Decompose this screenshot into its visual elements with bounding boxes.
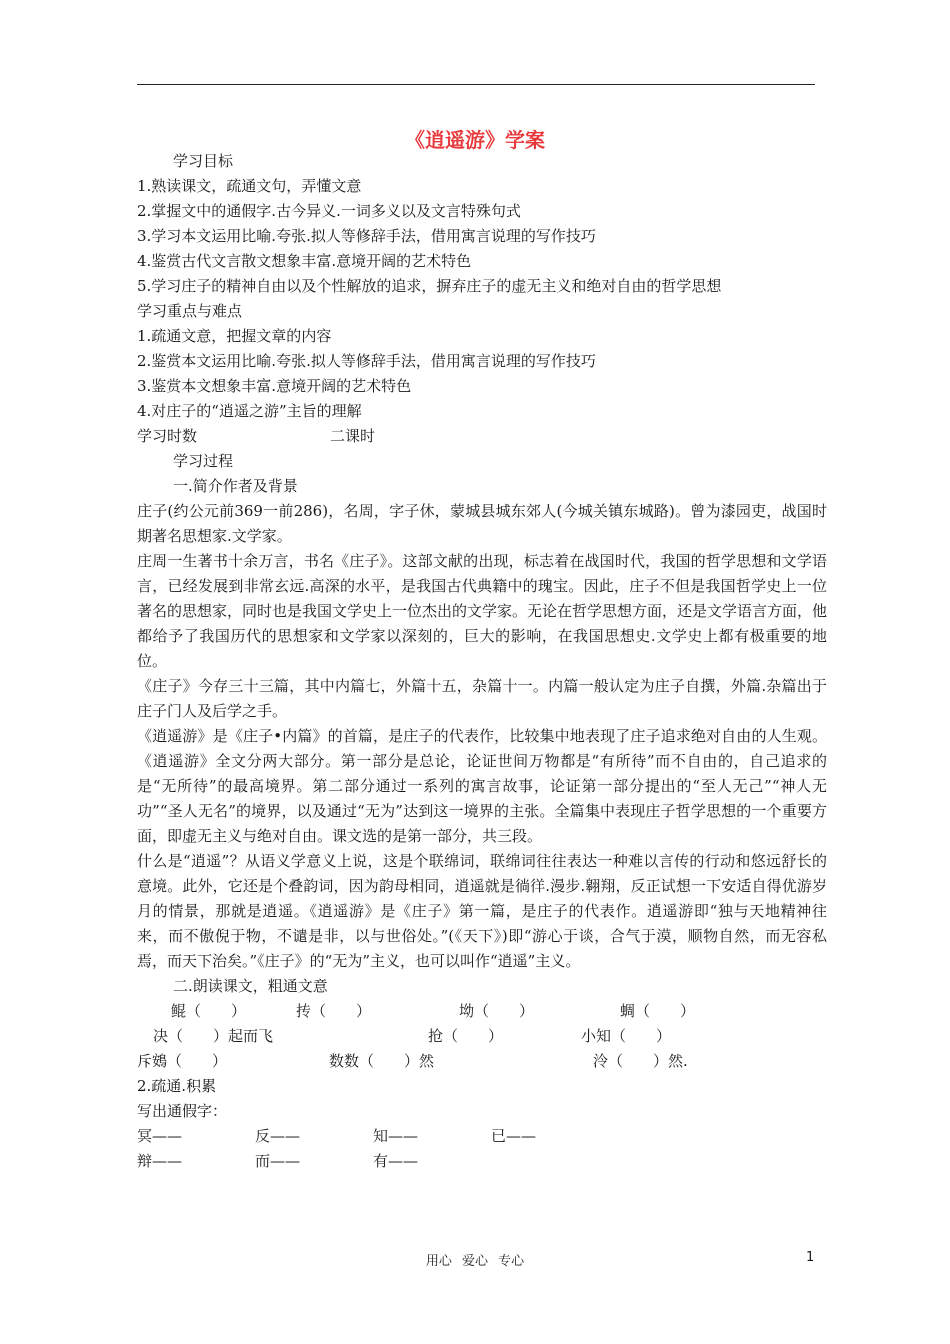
tongjia-row bbox=[137, 1124, 827, 1149]
goal-item: 3.学习本文运用比喻.夸张.拟人等修辞手法，借用寓言说理的写作技巧 bbox=[137, 227, 596, 245]
pronunciation-blank: 蜩（ ） bbox=[620, 1002, 696, 1020]
tongjia-blank: 冥—— bbox=[137, 1127, 183, 1145]
paragraph: 庄周一生著书十余万言，书名《庄子》。这部文献的出现，标志着在战国时代，我国的哲学思想和文学语言，已经发展到非常玄远.高深的水平，是我国古代典籍中的瑰宝。因此，庄子不但是我国哲学史上一位著名的思想家，同时也是我国文学史上一位杰出的文学家。无论在哲学思想方面，还是文学语言方面，他都给予了我国历代的思想家和文学家以深刻的，巨大的影响，在我国思想史.文学史上都有极重要的地位。 bbox=[137, 552, 828, 670]
document-body bbox=[137, 149, 827, 1174]
goal-item: 2.掌握文中的通假字.古今异义.一词多义以及文言特殊句式 bbox=[137, 202, 521, 220]
pronunciation-blank: 抢（ ） bbox=[428, 1027, 504, 1045]
pronunciation-row bbox=[137, 999, 827, 1024]
process-heading: 学习过程 bbox=[173, 452, 234, 470]
pronunciation-blank: 鲲（ ） bbox=[171, 1002, 247, 1020]
pronunciation-blank: 数数（ ）然 bbox=[329, 1052, 435, 1070]
pronunciation-row bbox=[137, 1049, 827, 1074]
paragraph: 庄子(约公元前369一前286)，名周，字子休，蒙城县城东郊人(今城关镇东城路)。曾为漆园吏，战国时期著名思想家.文学家。 bbox=[137, 502, 827, 545]
pronunciation-row bbox=[137, 1024, 827, 1049]
header-rule bbox=[137, 84, 815, 85]
part2-heading: 二.朗读课文，粗通文意 bbox=[173, 977, 328, 995]
key-point-item: 4.对庄子的“逍遥之游”主旨的理解 bbox=[137, 402, 362, 420]
page-footer: 用心 爱心 专心 bbox=[425, 1254, 525, 1269]
pronunciation-blank: 抟（ ） bbox=[296, 1002, 372, 1020]
tongjia-heading: 写出通假字： bbox=[137, 1102, 228, 1120]
pronunciation-blank: 斥鴳（ ） bbox=[137, 1052, 228, 1070]
goal-item: 5.学习庄子的精神自由以及个性解放的追求，摒弃庄子的虚无主义和绝对自由的哲学思想 bbox=[137, 277, 722, 295]
tongjia-blank: 已—— bbox=[491, 1127, 537, 1145]
key-point-item: 1.疏通文意，把握文章的内容 bbox=[137, 327, 332, 345]
pronunciation-blank: 决（ ）起而飞 bbox=[153, 1027, 274, 1045]
goal-item: 1.熟读课文，疏通文句，弄懂文意 bbox=[137, 177, 362, 195]
tongjia-blank: 有—— bbox=[373, 1152, 419, 1170]
paragraph: 什么是“逍遥”？从语义学意义上说，这是个联绵词，联绵词往往表达一种难以言传的行动和悠远舒长的意境。此外，它还是个叠韵词，因为韵母相同，逍遥就是徜徉.漫步.翱翔，反正试想一下安适自得优游岁月的情景，那就是逍遥。《逍遥游》是《庄子》第一篇，是庄子的代表作。逍遥游即“独与天地精神往来，而不傲倪于物，不谴是非，以与世俗处。”(《天下》)即“游心于谈，合气于漠，顺物自然，而无容私焉，而天下治矣。”《庄子》的“无为”主义，也可以叫作“逍遥”主义。 bbox=[137, 852, 827, 970]
study-time-label: 学习时数 bbox=[137, 427, 198, 445]
paragraph: 《庄子》今存三十三篇，其中内篇七，外篇十五，杂篇十一。内篇一般认定为庄子自撰，外篇.杂篇出于庄子门人及后学之手。 bbox=[137, 677, 827, 720]
key-points-heading: 学习重点与难点 bbox=[137, 302, 243, 320]
tongjia-blank: 知—— bbox=[373, 1127, 419, 1145]
pronunciation-blank: 小知（ ） bbox=[581, 1027, 672, 1045]
goal-item: 4.鉴赏古代文言散文想象丰富.意境开阔的艺术特色 bbox=[137, 252, 472, 270]
tongjia-blank: 辩—— bbox=[137, 1152, 183, 1170]
paragraph: 《逍遥游》是《庄子•内篇》的首篇，是庄子的代表作，比较集中地表现了庄子追求绝对自由的人生观。《逍遥游》全文分两大部分。第一部分是总论，论证世间万物都是“有所待”而不自由的，自己追求的是“无所待”的最高境界。第二部分通过一系列的寓言故事，论证第一部分提出的“至人无己”“神人无功”“圣人无名”的境界，以及通过“无为”达到这一境界的主张。全篇集中表现庄子哲学思想的一个重要方面，即虚无主义与绝对自由。课文选的是第一部分，共三段。 bbox=[137, 727, 827, 845]
key-point-item: 3.鉴赏本文想象丰富.意境开阔的艺术特色 bbox=[137, 377, 412, 395]
page-number: 1 bbox=[806, 1250, 815, 1265]
key-point-item: 2.鉴赏本文运用比喻.夸张.拟人等修辞手法，借用寓言说理的写作技巧 bbox=[137, 352, 596, 370]
goals-heading: 学习目标 bbox=[173, 152, 234, 170]
study-time-value: 二课时 bbox=[330, 427, 376, 445]
pronunciation-blank: 泠（ ）然. bbox=[593, 1052, 688, 1070]
document-title: 《逍遥游》学案 bbox=[405, 128, 545, 152]
pronunciation-blank: 坳（ ） bbox=[459, 1002, 535, 1020]
part1-heading: 一.简介作者及背景 bbox=[173, 477, 298, 495]
study-time-row bbox=[137, 424, 827, 449]
section-2-heading: 2.疏通.积累 bbox=[137, 1077, 217, 1095]
tongjia-blank: 而—— bbox=[255, 1152, 301, 1170]
tongjia-blank: 反—— bbox=[255, 1127, 301, 1145]
tongjia-row bbox=[137, 1149, 827, 1174]
